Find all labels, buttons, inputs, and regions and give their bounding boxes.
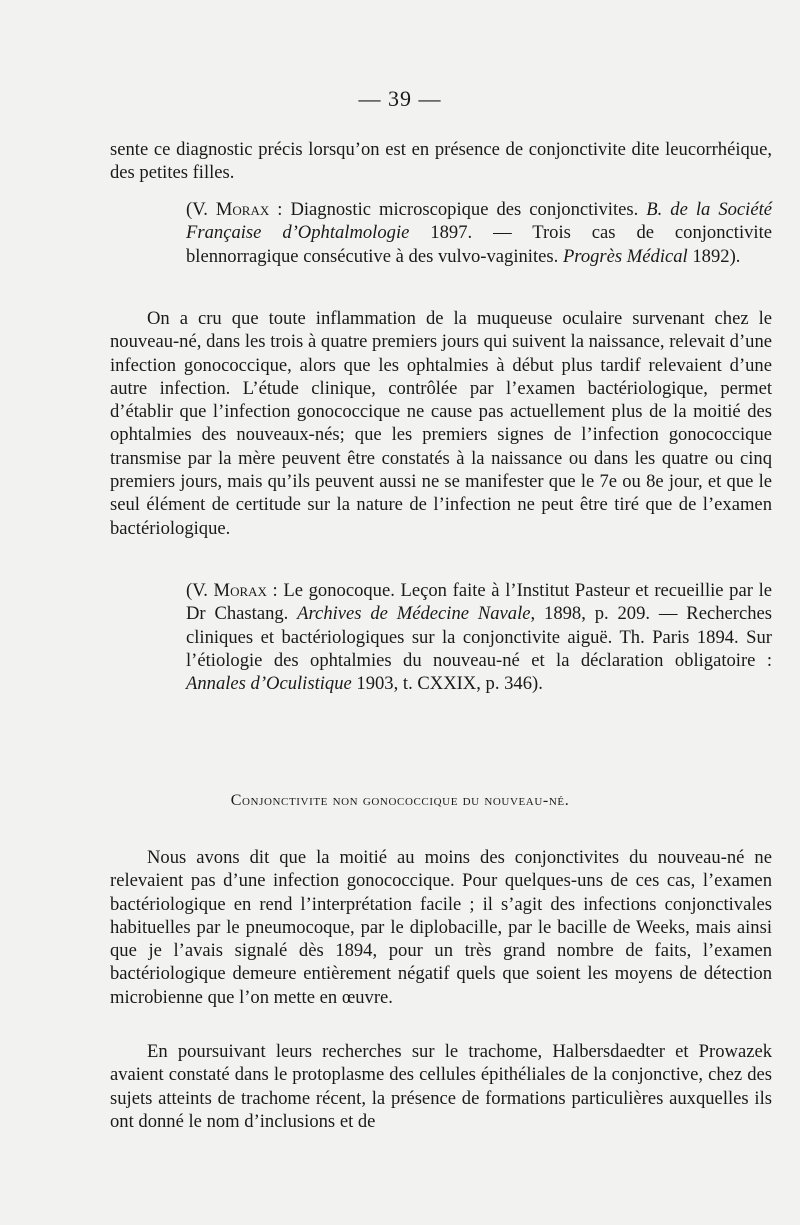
reference-author: Morax <box>215 199 270 220</box>
reference-body: : Le gonocoque. Leçon faite à l’Institut Pasteur et recueillie par le Dr Chastang. <box>186 580 772 625</box>
page-number: — 39 — <box>358 86 442 111</box>
reference-opening: (V. <box>186 199 216 220</box>
reference-middle: , 1898, p. 209. — Recherches cliniques et bactériologiques sur la conjonctivite aiguë. Th. Paris 1894. Sur l’étiologie des ophtalmies du nouveau-né et la déclaration obligatoire : <box>186 603 772 671</box>
paragraph-continuation: sente ce diagnostic précis lorsqu’on est en présence de conjonctivite dite leucorrhéique, des petites filles. <box>110 139 772 184</box>
paragraph-gonococcic-infection: On a cru que toute inflammation de la muqueuse oculaire survenant chez le nouveau-né, dans les trois à quatre premiers jours qui suivent la naissance, relevait d’une infection gonococcique, alors que les ophtalmies à début plus tardif relevaient d’une autre infection. L’étude clinique, contrôlée par l’examen bactériologique, permet d’établir que l’infection gonococcique ne cause pas actuellement plus de la moitié des ophtalmies des nouveaux-nés; que les premiers signes de l’infection gonococcique transmise par la mère peuvent être constatés à la naissance ou dans les quatre ou cinq premiers jours, mais qu’ils peuvent aussi ne se manifester que le 7e ou 8e jour, et que le seul élément de certitude sur la nature de l’infection ne peut être tiré que de l’examen bactériologique. <box>110 308 772 539</box>
reference-journal: B. de la Société Française d’Ophtalmologie <box>186 199 772 244</box>
section-heading: Conjonctivite non gonococcique du nouveau-né. <box>230 792 570 809</box>
paragraph-trachoma-research: En poursuivant leurs recherches sur le trachome, Halbersdaedter et Prowazek avaient constaté dans le protoplasme des cellules épithéliales de la conjonctive, chez des sujets atteints de trachome récent, la présence de formations particulières auxquelles ils ont donné le nom d’inclusions et de <box>110 1041 772 1132</box>
reference-middle: 1897. — Trois cas de conjonctivite blennorragique consécutive à des vulvo-vaginites. <box>186 222 772 267</box>
reference-body: : Diagnostic microscopique des conjonctivites. <box>269 199 647 220</box>
reference-morax-diagnostic <box>186 198 772 268</box>
reference-journal: Archives de Médecine Navale <box>297 603 531 625</box>
paragraph-non-gonococcic: Nous avons dit que la moitié au moins des conjonctivites du nouveau-né ne relevaient pas d’une infection gonococcique. Pour quelques-uns de ces cas, l’examen bactériologique en rend l’interprétation facile ; il s’agit des infections conjonctivales habituelles par le pneumocoque, par le diplobacille, par le bacille de Weeks, mais ainsi que je l’avais signalé dès 1894, pour un très grand nombre de faits, l’examen bactériologique demeure entièrement négatif quels que soient les moyens de détection microbienne que l’on mette en œuvre. <box>110 847 772 1008</box>
reference-opening: (V. <box>186 580 214 601</box>
reference-author: Morax <box>213 580 267 601</box>
reference-journal-2: Progrès Médical <box>562 245 688 267</box>
reference-morax-gonocoque <box>186 579 772 695</box>
reference-end: 1903, t. CXXIX, p. 346). <box>351 673 543 695</box>
reference-end: 1892). <box>687 245 741 267</box>
reference-journal-2: Annales d’Oculistique <box>186 673 352 695</box>
